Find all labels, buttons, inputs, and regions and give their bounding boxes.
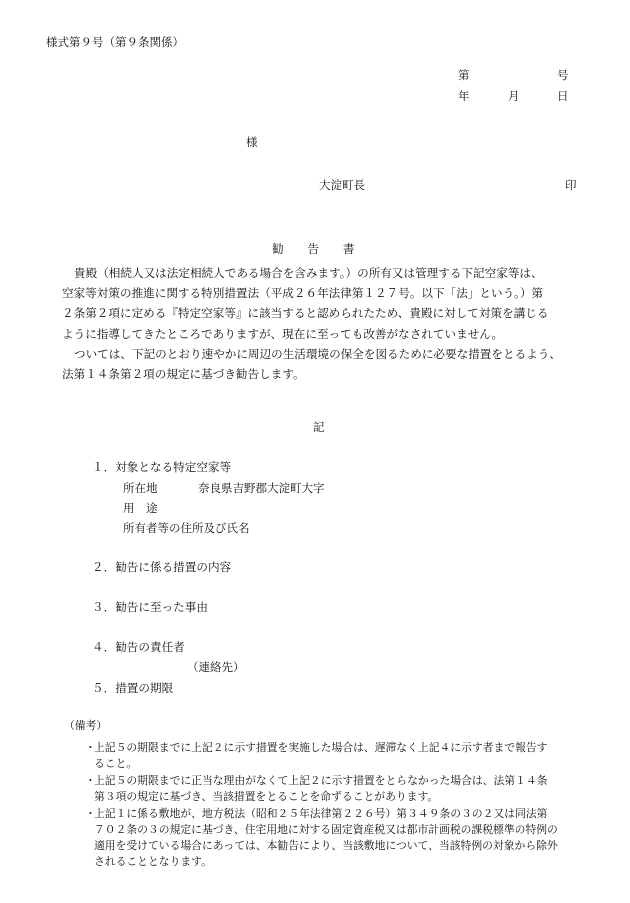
date-day: 日 — [557, 89, 569, 103]
form-number: 様式第９号（第９条関係） — [46, 35, 184, 49]
body-line: ２条第２項に定める『特定空家等』に該当すると認められたため、貴殿に対して対策を講じる — [62, 306, 549, 321]
remarks-heading: （備考） — [64, 719, 108, 732]
number-suffix: 号 — [557, 68, 569, 82]
owner-label: 所有者等の住所及び氏名 — [123, 521, 250, 535]
date-year: 年 — [458, 89, 470, 103]
item-1-title: １．対象となる特定空家等 — [92, 460, 232, 474]
item-3-title: ３．勧告に至った事由 — [92, 600, 208, 614]
body-text — [62, 263, 592, 384]
ki-heading: 記 — [313, 420, 325, 434]
location-label: 所在地 — [123, 481, 158, 495]
body-line: 貴殿（相続人又は法定相続人である場合を含みます。）の所有又は管理する下記空家等は、 — [74, 266, 543, 280]
item-5-title: ５．措置の期限 — [92, 681, 174, 695]
recipient-suffix: 様 — [246, 135, 258, 149]
remark-line: 適用を受けている場合にあっては、本勧告により、当該敷地について、当該特例の対象から除外 — [94, 839, 558, 852]
document-title: 勧 告 書 — [272, 242, 355, 256]
bullet-icon: ・ — [85, 774, 96, 787]
body-line: ついては、下記のとおり速やかに周辺の生活環境の保全を図るために必要な措置をとるよう、 — [74, 346, 561, 361]
bullet-icon: ・ — [85, 807, 96, 820]
use-label: 用 途 — [123, 501, 158, 515]
body-line: ように指導してきたところでありますが、現在に至っても改善がなされていません。 — [62, 326, 504, 341]
item-4-title: ４．勧告の責任者 — [92, 640, 185, 654]
remark-line: 上記５の期限までに上記２に示す措置を実施した場合は、遅滞なく上記４に示す者まで報告す — [94, 741, 548, 754]
contact-label: （連絡先） — [187, 660, 245, 674]
seal: 印 — [565, 178, 577, 192]
item-2-title: ２．勧告に係る措置の内容 — [92, 560, 232, 574]
remark-item — [85, 806, 585, 870]
remark-line: ７０２条の３の規定に基づき、住宅用地に対する固定資産税又は都市計画税の課税標準の特例の — [94, 823, 558, 836]
remark-item — [85, 773, 585, 805]
body-line: 空家等対策の推進に関する特別措置法（平成２６年法律第１２７号。以下「法」という。）第 — [62, 286, 544, 301]
date-month: 月 — [508, 89, 520, 103]
remark-line: されることとなります。 — [94, 855, 212, 868]
remarks-list — [85, 740, 585, 871]
bullet-icon: ・ — [85, 741, 96, 754]
remark-line: 第３項の規定に基づき、当該措置をとることを命ずることがあります。 — [94, 790, 439, 803]
location-value: 奈良県吉野郡大淀町大字 — [198, 481, 325, 495]
remark-line: 上記５の期限までに正当な理由がなくて上記２に示す措置をとらなかった場合は、法第１４条 — [94, 774, 548, 787]
number-prefix: 第 — [458, 68, 470, 82]
body-line: 法第１４条第２項の規定に基づき勧告します。 — [62, 367, 305, 382]
sender: 大淀町長 — [319, 178, 365, 192]
remark-line: 上記１に係る敷地が、地方税法（昭和２５年法律第２２６号）第３４９条の３の２又は同法第 — [94, 807, 548, 820]
remark-line: ること。 — [94, 757, 138, 770]
remark-item — [85, 740, 585, 772]
